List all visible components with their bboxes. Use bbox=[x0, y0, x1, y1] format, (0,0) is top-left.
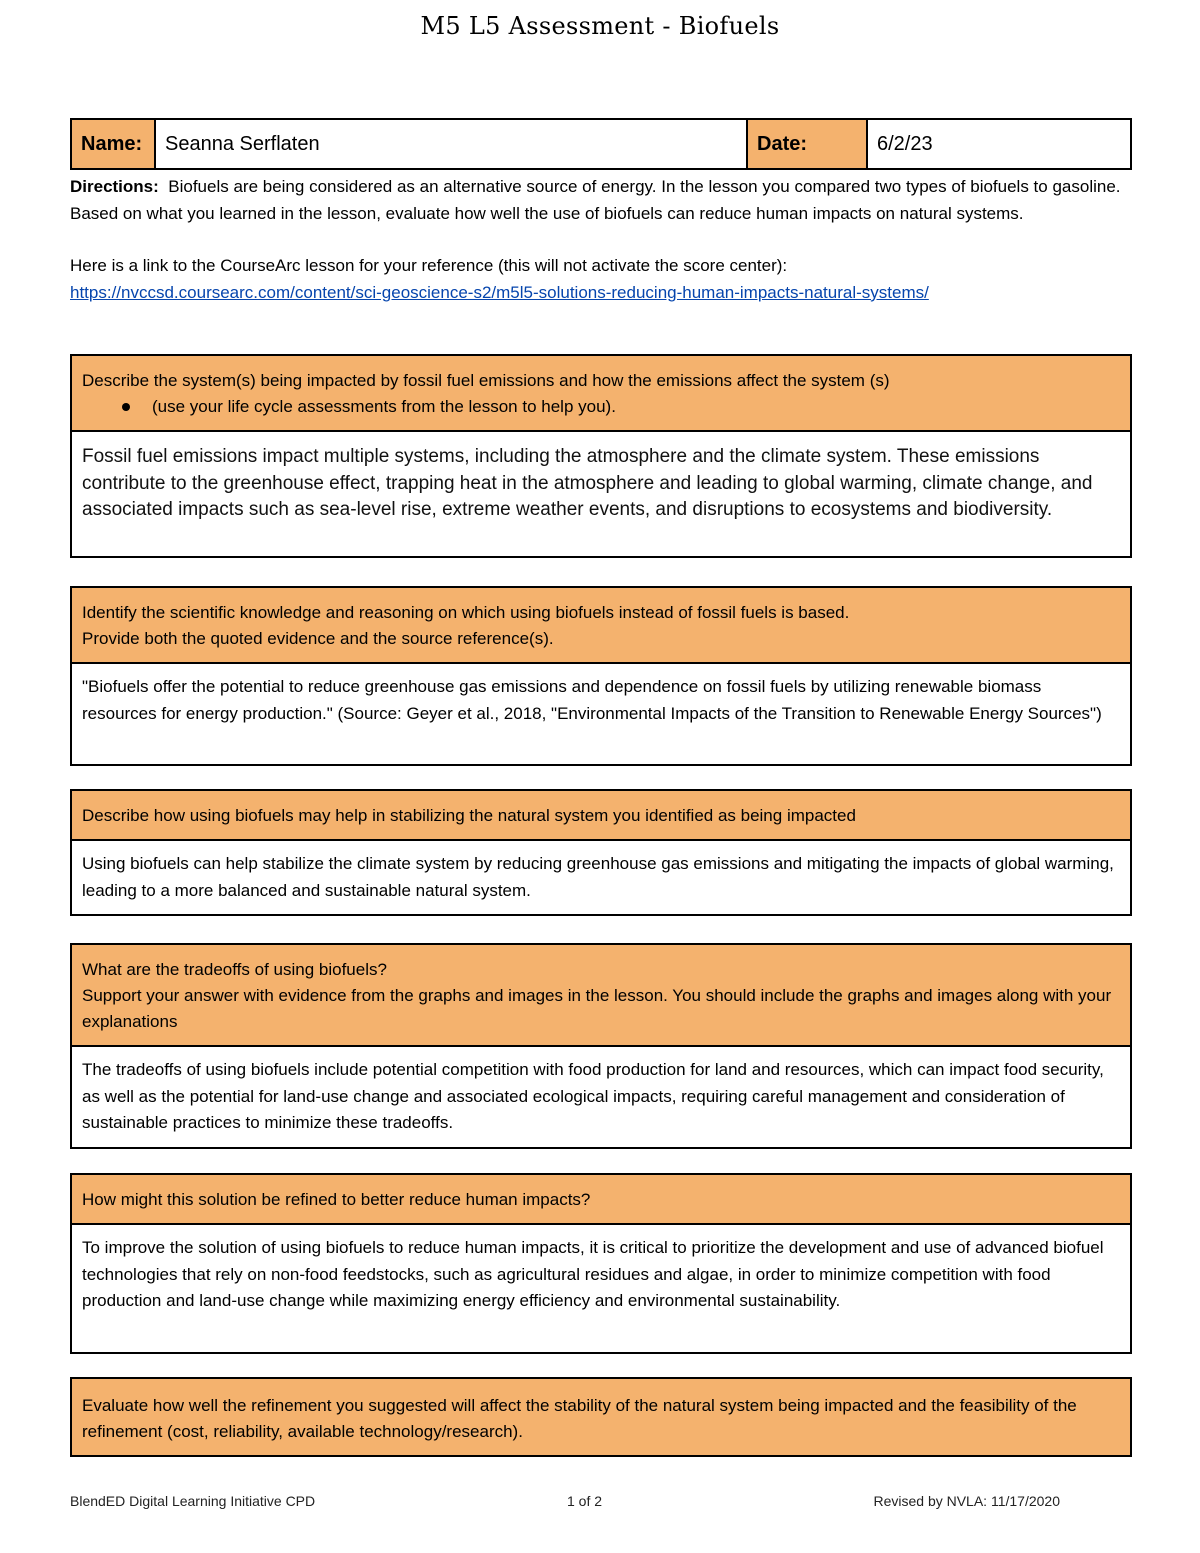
question-prompt-5 bbox=[72, 1175, 1130, 1223]
directions-section bbox=[70, 174, 1132, 306]
date-label: Date: bbox=[748, 120, 868, 168]
question-box-1 bbox=[70, 354, 1132, 558]
question-prompt-3 bbox=[72, 791, 1130, 839]
question-bullet bbox=[82, 394, 1120, 420]
question-prompt-text: What are the tradeoffs of using biofuels? bbox=[82, 960, 387, 979]
bullet-text: (use your life cycle assessments from the lesson to help you). bbox=[152, 397, 616, 416]
question-box-4 bbox=[70, 943, 1132, 1149]
question-prompt-2 bbox=[72, 588, 1130, 662]
footer-left: BlendED Digital Learning Initiative CPD bbox=[70, 1493, 316, 1509]
question-prompt-text: How might this solution be refined to better reduce human impacts? bbox=[82, 1190, 591, 1209]
directions-paragraph bbox=[70, 174, 1132, 227]
answer-2[interactable]: "Biofuels offer the potential to reduce greenhouse gas emissions and dependence on fossil fuels by utilizing renewable biomass resources for energy production." (Source: Geyer et al., 2018, "Environmental Impacts of the Transition to Renewable Energy Sources") bbox=[72, 662, 1130, 764]
name-label: Name: bbox=[72, 120, 156, 168]
document-title: M5 L5 Assessment - Biofuels bbox=[420, 12, 780, 40]
question-prompt-text: Evaluate how well the refinement you suggested will affect the stability of the natural system being impacted and the feasibility of the refinement (cost, reliability, available technology/research). bbox=[82, 1396, 1077, 1441]
lesson-link[interactable]: https://nvccsd.coursearc.com/content/sci-geoscience-s2/m5l5-solutions-reducing-human-impacts-natural-systems/ bbox=[70, 282, 929, 302]
date-value[interactable]: 6/2/23 bbox=[877, 132, 933, 155]
question-prompt-text: Identify the scientific knowledge and reasoning on which using biofuels instead of fossil fuels is based. bbox=[82, 603, 850, 622]
name-value[interactable]: Seanna Serflaten bbox=[156, 120, 748, 168]
name-date-table bbox=[70, 118, 1132, 170]
question-prompt-4 bbox=[72, 945, 1130, 1045]
question-box-3 bbox=[70, 789, 1132, 916]
answer-1[interactable]: Fossil fuel emissions impact multiple systems, including the atmosphere and the climate system. These emissions contribute to the greenhouse effect, trapping heat in the atmosphere and leading to global warming, climate change, and associated impacts such as sea-level rise, extreme weather events, and disruptions to ecosystems and biodiversity. bbox=[72, 430, 1130, 556]
question-prompt-text: Describe how using biofuels may help in stabilizing the natural system you identified as being impacted bbox=[82, 806, 856, 825]
question-box-5 bbox=[70, 1173, 1132, 1354]
question-box-2 bbox=[70, 586, 1132, 766]
page-number: 1 of 2 bbox=[567, 1493, 603, 1509]
answer-4[interactable]: The tradeoffs of using biofuels include potential competition with food production for land and resources, which can impact food security, as well as the potential for land-use change and associated ecological impacts, requiring careful management and consideration of sustainable practices to minimize these tradeoffs. bbox=[72, 1045, 1130, 1147]
answer-5[interactable]: To improve the solution of using biofuels to reduce human impacts, it is critical to prioritize the development and use of advanced biofuel technologies that rely on non-food feedstocks, such as agricultural residues and algae, in order to minimize competition with food production and land-use change while maximizing energy efficiency and environmental sustainability. bbox=[72, 1223, 1130, 1352]
directions-text: Biofuels are being considered as an alternative source of energy. In the lesson you compared two types of biofuels to gasoline. Based on what you learned in the lesson, evaluate how well the use of biofuels can reduce human impacts on natural systems. bbox=[70, 177, 1121, 223]
page-footer bbox=[70, 1493, 1060, 1513]
question-prompt-text-2: Support your answer with evidence from the graphs and images in the lesson. You should include the graphs and images along with your explanations bbox=[82, 986, 1112, 1031]
question-prompt-text-2: Provide both the quoted evidence and the source reference(s). bbox=[82, 629, 554, 648]
question-prompt-1 bbox=[72, 356, 1130, 430]
question-prompt-6 bbox=[72, 1379, 1130, 1455]
directions-label: Directions: bbox=[70, 177, 159, 196]
bullet-icon bbox=[122, 403, 130, 411]
question-prompt-text: Describe the system(s) being impacted by fossil fuel emissions and how the emissions affect the system (s) bbox=[82, 371, 890, 390]
link-intro: Here is a link to the CourseArc lesson for your reference (this will not activate the score center): bbox=[70, 256, 788, 275]
footer-revision: Revised by NVLA: 11/17/2020 bbox=[873, 1493, 1060, 1509]
question-box-6 bbox=[70, 1377, 1132, 1457]
answer-3[interactable]: Using biofuels can help stabilize the climate system by reducing greenhouse gas emissions and mitigating the impacts of global warming, leading to a more balanced and sustainable natural system. bbox=[72, 839, 1130, 914]
